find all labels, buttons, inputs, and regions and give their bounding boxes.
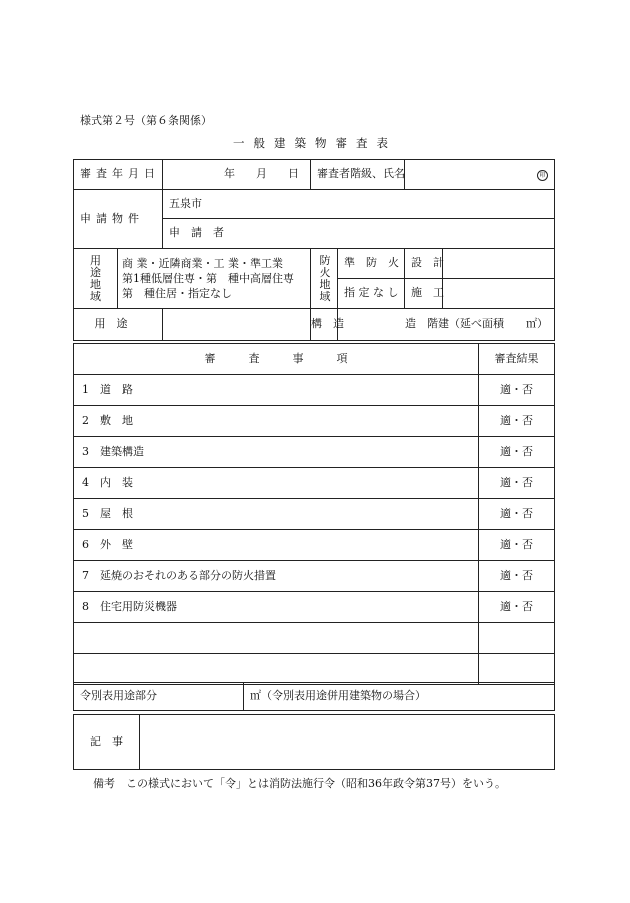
notes-label: 記 事 bbox=[74, 715, 140, 770]
table-row bbox=[74, 468, 555, 499]
review-item-label: 5 屋 根 bbox=[74, 499, 479, 530]
footnote: 備考 この様式において「令」とは消防法施行令（昭和36年政令第37号）をいう。 bbox=[93, 777, 506, 790]
reviewer-name-field[interactable] bbox=[405, 160, 555, 190]
table-row bbox=[74, 654, 555, 685]
mixed-use-label: 令別表用途部分 bbox=[74, 683, 244, 711]
review-result[interactable]: 適・否 bbox=[479, 592, 555, 623]
review-result[interactable]: 適・否 bbox=[479, 437, 555, 468]
review-item-label: 7 延焼のおそれのある部分の防火措置 bbox=[74, 561, 479, 592]
blank-review-item[interactable] bbox=[74, 623, 479, 654]
table-row bbox=[74, 437, 555, 468]
review-item-label: 6 外 壁 bbox=[74, 530, 479, 561]
use-field[interactable] bbox=[163, 309, 311, 341]
zoning-label: 用途地域 bbox=[90, 253, 101, 303]
blank-review-result[interactable] bbox=[479, 623, 555, 654]
blank-review-result[interactable] bbox=[479, 654, 555, 685]
design-label: 設 計 bbox=[405, 249, 443, 279]
mixed-use-field[interactable]: ㎡（令別表用途併用建築物の場合） bbox=[244, 683, 555, 711]
zoning-label-cell bbox=[74, 249, 118, 309]
table-row bbox=[74, 499, 555, 530]
zoning-line: 第1種低層住専・第 種中高層住専 bbox=[122, 272, 294, 285]
review-items-table bbox=[73, 343, 555, 685]
construction-label: 施 工 bbox=[405, 279, 443, 309]
table-row bbox=[74, 561, 555, 592]
structure-label: 構 造 bbox=[311, 309, 338, 341]
zoning-options[interactable] bbox=[118, 249, 311, 309]
table-row bbox=[74, 375, 555, 406]
seal-icon: 印 bbox=[537, 170, 548, 181]
review-result[interactable]: 適・否 bbox=[479, 530, 555, 561]
review-item-label: 2 敷 地 bbox=[74, 406, 479, 437]
review-item-label: 1 道 路 bbox=[74, 375, 479, 406]
review-result[interactable]: 適・否 bbox=[479, 468, 555, 499]
zoning-line: 第 種住居・指定なし bbox=[122, 287, 232, 300]
design-field[interactable] bbox=[443, 249, 555, 279]
zoning-line: 商 業・近隣商業・工 業・準工業 bbox=[122, 257, 283, 270]
notes-field[interactable] bbox=[140, 715, 555, 770]
review-result[interactable]: 適・否 bbox=[479, 499, 555, 530]
notes-table bbox=[73, 714, 555, 770]
use-label: 用 途 bbox=[74, 309, 163, 341]
fire-zone-label: 防火地域 bbox=[319, 253, 331, 303]
review-result[interactable]: 適・否 bbox=[479, 375, 555, 406]
property-city: 五泉市 bbox=[163, 190, 555, 219]
document-title: 一般建築物審査表 bbox=[233, 136, 397, 150]
construction-field[interactable] bbox=[443, 279, 555, 309]
fire-zone-label-cell bbox=[311, 249, 338, 309]
application-label: 申請物件 bbox=[74, 190, 163, 249]
table-row bbox=[74, 623, 555, 654]
form-number: 様式第２号（第６条関係） bbox=[80, 114, 212, 127]
reviewer-label: 審査者階級、氏名 bbox=[311, 160, 405, 190]
fire-option-none[interactable]: 指 定 な し bbox=[338, 279, 405, 309]
table-row bbox=[74, 530, 555, 561]
review-result-header: 審査結果 bbox=[479, 344, 555, 375]
review-result[interactable]: 適・否 bbox=[479, 561, 555, 592]
review-item-label: 3 建築構造 bbox=[74, 437, 479, 468]
review-result[interactable]: 適・否 bbox=[479, 406, 555, 437]
blank-review-item[interactable] bbox=[74, 654, 479, 685]
review-date-field[interactable]: 年 月 日 bbox=[163, 160, 311, 190]
floors-area-field[interactable]: 造 階建（延べ面積 ㎡） bbox=[338, 309, 555, 341]
table-row bbox=[74, 406, 555, 437]
table-row bbox=[74, 592, 555, 623]
review-item-label: 4 内 装 bbox=[74, 468, 479, 499]
mixed-use-table bbox=[73, 682, 555, 711]
fire-option-semi[interactable]: 準 防 火 bbox=[338, 249, 405, 279]
application-info-table bbox=[73, 159, 555, 341]
review-items-header: 審 査 事 項 bbox=[74, 344, 479, 375]
applicant-label: 申 請 者 bbox=[163, 219, 555, 249]
review-date-label: 審査年月日 bbox=[74, 160, 163, 190]
review-item-label: 8 住宅用防災機器 bbox=[74, 592, 479, 623]
